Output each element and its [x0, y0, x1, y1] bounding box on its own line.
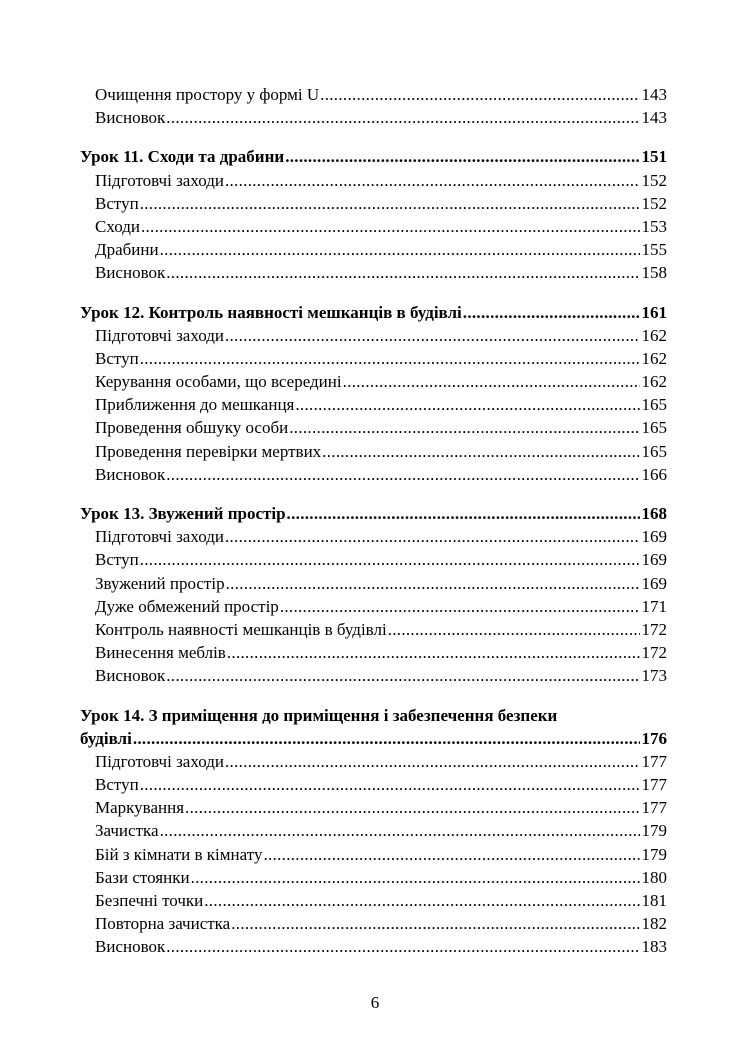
toc-entry-title: Висновок: [95, 666, 166, 686]
toc-entry: [80, 935, 667, 958]
toc-chapter-title-line1: Урок 14. З приміщення до приміщення і забезпечення безпеки: [80, 705, 558, 725]
toc-leader-dots: [280, 595, 640, 618]
toc-leader-dots: [140, 548, 640, 571]
toc-leader-dots: [295, 393, 639, 416]
toc-entry-page: 158: [641, 263, 667, 283]
toc-entry-page: 183: [641, 937, 667, 957]
toc-entry: [80, 192, 667, 215]
toc-leader-dots: [227, 641, 640, 664]
toc-entry-page: 181: [641, 891, 667, 911]
toc-chapter-title: Урок 13. Звужений простір: [80, 504, 286, 523]
toc-entry-page: 162: [641, 325, 667, 345]
toc-chapter-13: [80, 502, 667, 688]
toc-entry: [80, 889, 667, 912]
toc-leader-dots: [320, 83, 639, 106]
toc-entry-title: Проведення обшуку особи: [95, 418, 289, 438]
toc-entry-page: 180: [641, 867, 667, 887]
toc-leader-dots: [231, 912, 639, 935]
toc-entry-title: Підготовчі заходи: [95, 751, 224, 771]
toc-entry: [80, 83, 667, 106]
toc-chapter-heading: [80, 502, 667, 525]
toc-entry-title: Винесення меблів: [95, 643, 226, 663]
toc-chapter-11: [80, 145, 667, 284]
toc-chapter-title: Урок 11. Сходи та драбини: [80, 147, 285, 167]
toc-entry-title: Вступ: [95, 348, 139, 368]
toc-entry: [80, 912, 667, 935]
toc-leader-dots: [166, 664, 639, 687]
toc-leader-dots: [160, 238, 640, 261]
toc-leader-dots: [204, 889, 639, 912]
toc-leader-dots: [141, 215, 640, 238]
toc-chapter-heading: [80, 145, 667, 168]
toc-entry: [80, 261, 667, 284]
toc-entry: [80, 370, 667, 393]
toc-entry-title: Очищення простору у формі U: [95, 85, 320, 104]
toc-entry-title: Контроль наявності мешканців в будівлі: [95, 619, 387, 639]
toc-entry: [80, 169, 667, 192]
toc-leader-dots: [263, 843, 639, 866]
toc-leader-dots: [225, 525, 640, 548]
toc-leader-dots: [166, 463, 639, 486]
toc-entry: [80, 238, 667, 261]
toc-entry: [80, 819, 667, 842]
toc-entry-page: 162: [641, 348, 667, 368]
toc-entry-title: Підготовчі заходи: [95, 325, 224, 345]
toc-entry-title: Вступ: [95, 550, 139, 570]
toc-entry-title: Маркування: [95, 798, 185, 818]
toc-entry: [80, 347, 667, 370]
toc-entry-page: 172: [641, 643, 667, 663]
toc-entry: [80, 393, 667, 416]
table-of-contents: [80, 83, 667, 975]
toc-entry-page: 153: [641, 216, 667, 236]
toc-entry-page: 177: [641, 775, 667, 795]
toc-entry: [80, 525, 667, 548]
toc-entry-page: 171: [641, 596, 667, 616]
toc-chapter-page: 161: [641, 302, 667, 322]
page-number: 6: [370, 993, 380, 1012]
toc-leader-dots: [225, 324, 640, 347]
toc-leader-dots: [140, 347, 640, 370]
toc-entry-title: Бази стоянки: [95, 867, 190, 887]
toc-leader-dots: [140, 192, 640, 215]
toc-entry-title: Проведення перевірки мертвих: [95, 441, 322, 461]
toc-leader-dots: [133, 727, 640, 750]
toc-chapter-heading: [80, 727, 667, 750]
toc-entry-title: Висновок: [95, 464, 166, 484]
toc-entry-title: Підготовчі заходи: [95, 527, 224, 547]
toc-leader-dots: [191, 866, 640, 889]
toc-entry-title: Підготовчі заходи: [95, 170, 224, 190]
toc-chapter-title: будівлі: [80, 728, 132, 748]
toc-entry-page: 155: [641, 240, 667, 260]
toc-entry-page: 172: [641, 619, 667, 639]
toc-leader-dots: [226, 572, 640, 595]
toc-entry-page: 143: [641, 108, 667, 128]
toc-entry-page: 173: [641, 666, 667, 686]
toc-entry: [80, 215, 667, 238]
toc-entry: [80, 463, 667, 486]
toc-chapter-heading: [80, 301, 667, 324]
toc-leader-dots: [166, 261, 639, 284]
toc-entry-page: 169: [641, 527, 667, 547]
toc-leader-dots: [343, 370, 640, 393]
toc-entry-title: Приближення до мешканця: [95, 395, 295, 415]
toc-entry-title: Вступ: [95, 775, 139, 795]
toc-chapter-12: [80, 301, 667, 487]
toc-entry-title: Звужений простір: [95, 573, 225, 593]
toc-entry: [80, 618, 667, 641]
toc-entry-title: Повторна зачистка: [95, 914, 231, 934]
toc-entry-title: Вступ: [95, 193, 139, 213]
toc-entry: [80, 548, 667, 571]
toc-chapter-page: 151: [641, 147, 667, 167]
toc-leader-dots: [140, 773, 640, 796]
toc-chapter-14: [80, 704, 667, 959]
toc-leader-dots: [388, 618, 640, 641]
toc-chapter-title: Урок 12. Контроль наявності мешканців в будівлі: [80, 302, 462, 322]
toc-entry-page: 169: [641, 550, 667, 570]
toc-entry: [80, 773, 667, 796]
toc-entry: [80, 641, 667, 664]
toc-leader-dots: [160, 819, 640, 842]
toc-entry-title: Висновок: [95, 263, 166, 283]
toc-entry-page: 165: [641, 418, 667, 438]
toc-entry-title: Драбини: [95, 240, 159, 260]
toc-chapter-page: 168: [641, 504, 667, 523]
toc-entry: [80, 106, 667, 129]
toc-entry-title: Дуже обмежений простір: [95, 596, 279, 616]
toc-entry-page: 162: [641, 372, 667, 392]
toc-entry-title: Керування особами, що всередині: [95, 372, 342, 392]
toc-entry-page: 179: [641, 844, 667, 864]
toc-leader-dots: [225, 169, 640, 192]
toc-entry-page: 165: [641, 441, 667, 461]
toc-entry: [80, 595, 667, 618]
toc-leader-dots: [185, 796, 639, 819]
toc-entry: [80, 324, 667, 347]
toc-entry-title: Бій з кімнати в кімнату: [95, 844, 263, 864]
toc-entry-page: 143: [641, 85, 667, 104]
toc-entry-page: 177: [641, 798, 667, 818]
toc-top-group: [80, 83, 667, 129]
toc-entry: [80, 750, 667, 773]
toc-entry-page: 166: [641, 464, 667, 484]
toc-leader-dots: [285, 145, 639, 168]
toc-chapter-page: 176: [641, 728, 667, 748]
toc-entry-title: Сходи: [95, 216, 140, 236]
toc-entry-title: Висновок: [95, 937, 166, 957]
toc-entry-title: Зачистка: [95, 821, 159, 841]
toc-entry-page: 165: [641, 395, 667, 415]
toc-leader-dots: [463, 301, 640, 324]
toc-entry: [80, 796, 667, 819]
toc-entry-page: 152: [641, 170, 667, 190]
toc-entry: [80, 843, 667, 866]
toc-entry-page: 182: [641, 914, 667, 934]
toc-leader-dots: [166, 106, 639, 129]
toc-leader-dots: [287, 502, 640, 525]
toc-entry-page: 169: [641, 573, 667, 593]
toc-entry: [80, 416, 667, 439]
toc-leader-dots: [322, 440, 639, 463]
toc-entry-page: 179: [641, 821, 667, 841]
toc-entry-title: Висновок: [95, 108, 166, 128]
toc-entry-page: 152: [641, 193, 667, 213]
toc-leader-dots: [225, 750, 640, 773]
toc-entry: [80, 866, 667, 889]
toc-entry-title: Безпечні точки: [95, 891, 204, 911]
toc-entry-page: 177: [641, 751, 667, 771]
toc-leader-dots: [166, 935, 639, 958]
toc-leader-dots: [289, 416, 639, 439]
toc-entry: [80, 572, 667, 595]
toc-entry: [80, 440, 667, 463]
toc-entry: [80, 664, 667, 687]
